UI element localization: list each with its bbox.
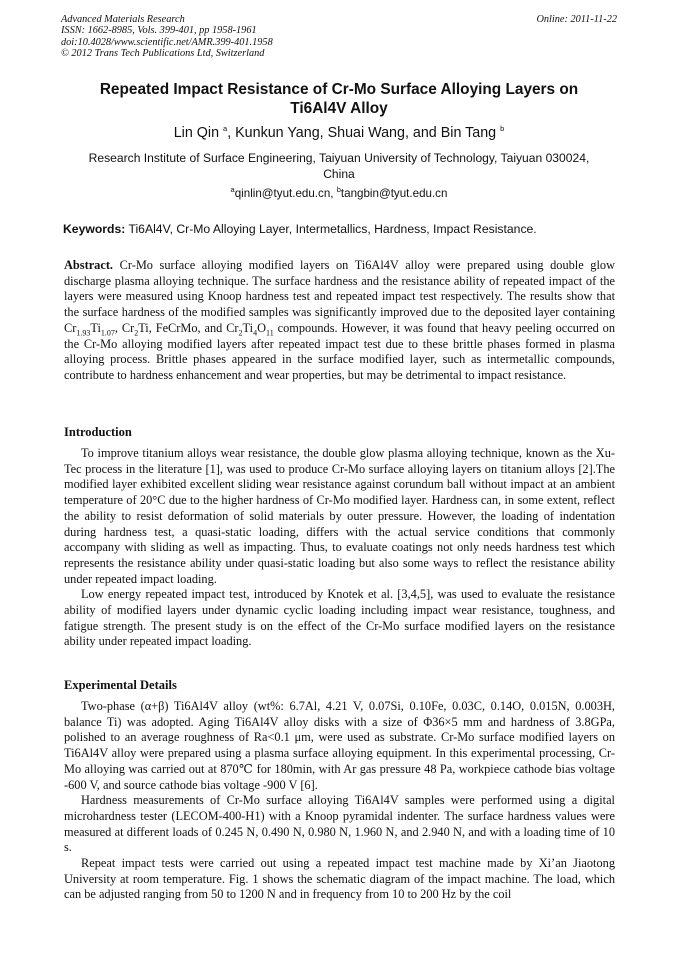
introduction-section	[64, 446, 615, 650]
author-emails	[61, 186, 617, 201]
keywords-text: Ti6Al4V, Cr-Mo Alloying Layer, Intermetallics, Hardness, Impact Resistance.	[125, 222, 537, 236]
journal-header	[61, 14, 617, 59]
email-a[interactable]: qinlin@tyut.edu.cn,	[234, 187, 337, 200]
abstract-text-4: Ti, FeCrMo, and Cr	[138, 320, 239, 335]
abstract-text-6: O	[257, 320, 267, 335]
keywords-label: Keywords:	[63, 222, 126, 236]
formula-sub: 2	[238, 328, 243, 338]
abstract-text-7: compounds. However, it was found that heavy peeling occurred on the Cr-Mo alloying modified layers after repeated impact test due to these brittle phases formed in plasma alloying process. Brittle phases appeared in the surface modified layer, such as intermetallic compounds, contribute to hardness enhancement and wear properties, but may be detrimental to impact resistance.	[64, 320, 615, 382]
section-heading-experimental: Experimental Details	[64, 678, 177, 692]
doi-line: doi:10.4028/www.scientific.net/AMR.399-401.1958	[61, 36, 273, 48]
abstract-text-1: Cr-Mo surface alloying modified layers on Ti6Al4V alloy were prepared using double glow discharge plasma alloying technique. The surface hardness and the resistance ability of repeated impact of the layers were measured using Knoop hardness test and repeated impact test respectively. The results show that the surface hardness of the modified samples was significantly improved due to the deposited layer containing Cr	[64, 258, 615, 335]
abstract-text-3: , Cr	[114, 320, 135, 335]
email-b-mark: b	[336, 185, 341, 195]
abstract-text-2: Ti	[90, 320, 101, 335]
journal-name: Advanced Materials Research	[61, 14, 185, 25]
abstract-text-5: Ti	[242, 320, 254, 335]
experimental-paragraph-1: Two-phase (α+β) Ti6Al4V alloy (wt%: 6.7Al, 4.21 V, 0.07Si, 0.10Fe, 0.03C, 0.14O, 0.015N, 0.003H, balance Ti) was adopted. Aging Ti6Al4V alloy disks with a size of Φ36×5 mm and hardness of 3.8GPa, polished to an average roughness of Ra<0.1 μm, were used as substrate. Cr-Mo surface modified layers on Ti6Al4V alloy were prepared using a plasma surface alloying equipment. In this experimental processing, Cr-Mo alloying was carried out at 870℃ for 180min, with Ar gas pressure 48 Pa, workpiece cathode bias voltage -600 V, and source cathode bias voltage -900 V [6].	[64, 699, 615, 792]
abstract-label: Abstract.	[64, 258, 114, 272]
copyright-line: © 2012 Trans Tech Publications Ltd, Switzerland	[61, 47, 265, 59]
experimental-paragraph-2: Hardness measurements of Cr-Mo surface alloying Ti6Al4V samples were performed using a digital microhardness tester (LECOM-400-H1) with a Knoop pyramidal indenter. The surface hardness values were measured at different loads of 0.245 N, 0.490 N, 0.980 N, 1.960 N, and 2.940 N, and with a loading time of 10 s.	[64, 793, 615, 855]
title-line-1: Repeated Impact Resistance of Cr-Mo Surface Alloying Layers on	[99, 81, 579, 98]
affiliation-line-1: Research Institute of Surface Engineering, Taiyuan University of Technology, Taiyuan 030024,	[88, 151, 590, 165]
paper-title	[61, 80, 617, 118]
abstract-paragraph	[64, 258, 615, 384]
affiliation	[61, 150, 617, 182]
issn-line: ISSN: 1662-8985, Vols. 399-401, pp 1958-1961	[61, 25, 257, 37]
author-others: , Kunkun Yang, Shuai Wang, and Bin Tang	[227, 125, 497, 141]
author-list	[61, 124, 617, 142]
formula-sub: 4	[253, 328, 258, 338]
keywords	[63, 222, 619, 237]
formula-sub: 11	[266, 328, 274, 338]
formula-sub: 1.93	[76, 328, 91, 338]
email-a-mark: a	[230, 185, 235, 195]
introduction-paragraph-2: Low energy repeated impact test, introduced by Knotek et al. [3,4,5], was used to evaluate the resistance ability of modified layers under dynamic cyclic loading including impact wear resistance, toughness, and fatigue strength. The present study is on the effect of the Cr-Mo surface modified layers on the resistance ability under repeated impact loading.	[64, 587, 615, 649]
affiliation-line-2: China	[323, 167, 355, 181]
formula-sub: 1.07	[100, 328, 115, 338]
experimental-section	[64, 699, 615, 903]
introduction-paragraph-1: To improve titanium alloys wear resistance, the double glow plasma alloying technique, known as the Xu-Tec process in the literature [1], was used to produce Cr-Mo surface alloying layers on titanium alloys [2].The modified layer exhibited excellent sliding wear resistance against corundum ball without impact at an ambient temperature of 20°C due to the higher hardness of Cr-Mo modified layer. Hardness can, in some extent, reflect the ability to resist deformation of solid materials by outer pressure. However, the loading of indentation during hardness test, a quasi-static loading, differs with the actual service conditions that commonly accompany with sliding as well as impacting. Thus, to evaluate coatings not only needs hardness test which represents the resistance ability under quasi-static loading but also some ways to reflect the resistance ability under repeated impact loading.	[64, 446, 615, 586]
experimental-paragraph-3: Repeat impact tests were carried out using a repeated impact test machine made by Xi’an Jiaotong University at room temperature. Fig. 1 shows the schematic diagram of the impact machine. The load, which can be adjusted ranging from 50 to 1200 N and in frequency from 10 to 200 Hz by the coil	[64, 856, 615, 902]
formula-sub: 2	[134, 328, 139, 338]
author-last-affiliation-mark: b	[500, 124, 505, 134]
section-heading-introduction: Introduction	[64, 425, 132, 439]
email-b[interactable]: tangbin@tyut.edu.cn	[340, 187, 448, 200]
abstract	[64, 258, 615, 384]
online-date: Online: 2011-11-22	[536, 14, 617, 25]
author-first: Lin Qin	[173, 125, 220, 141]
author-first-affiliation-mark: a	[223, 124, 228, 134]
title-line-2: Ti6Al4V Alloy	[290, 100, 388, 117]
